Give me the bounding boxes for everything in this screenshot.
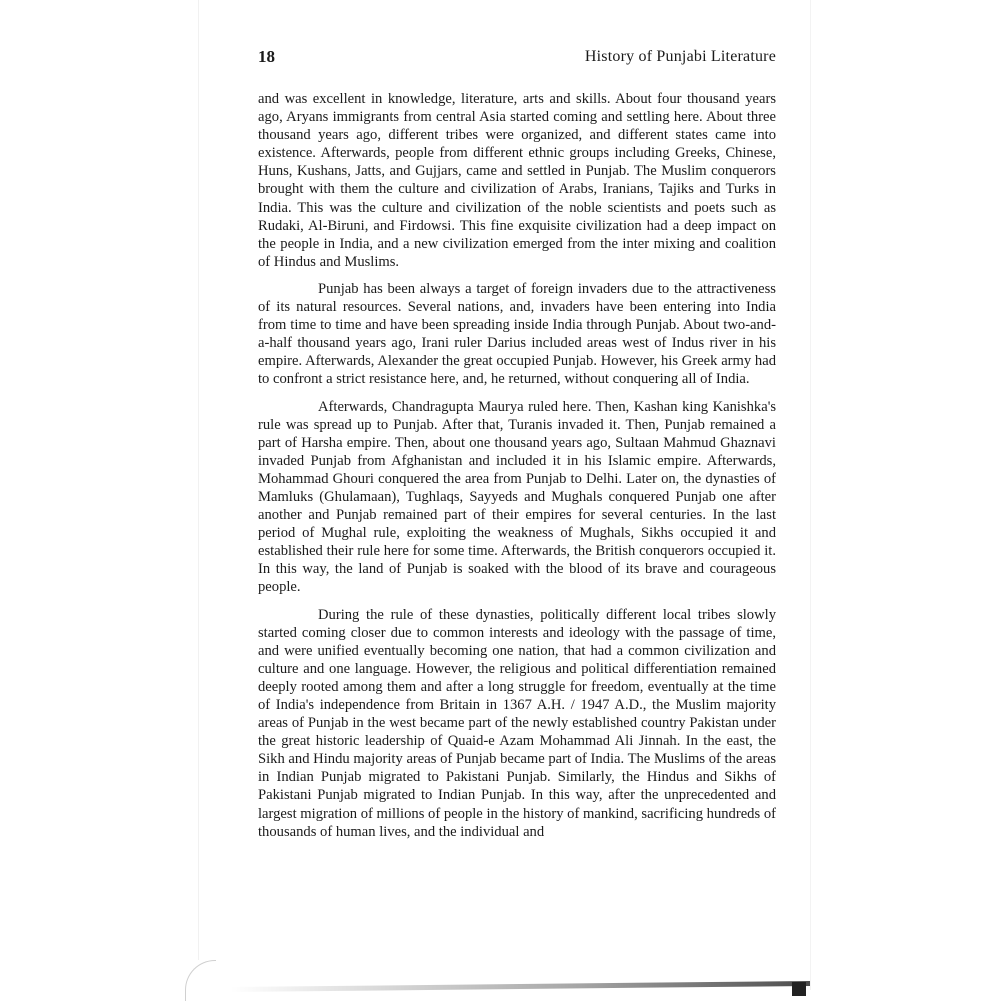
page-edge-right — [810, 0, 811, 990]
page-number: 18 — [258, 47, 275, 66]
paragraph-3: Afterwards, Chandragupta Maurya ruled here. Then, Kashan king Kanishka's rule was spread up to Punjab. After that, Turanis invaded it. Then, Punjab remained a part of Harsha empire. Then, about one thousand years ago, Sultaan Mahmud Ghaznavi invaded Punjab from Afghanistan and included it in his Islamic empire. Afterwards, Mohammad Ghouri conquered the area from Punjab to Delhi. Later on, the dynasties of Mamluks (Ghulamaan), Tughlaqs, Sayyeds and Mughals conquered Punjab one after another and Punjab remained part of their empires for several centuries. In the last period of Mughal rule, exploiting the weakness of Mughals, Sikhs occupied it and established their rule here for some time. Afterwards, the British conquerors occupied it. In this way, the land of Punjab is soaked with the blood of its brave and courageous people. — [258, 398, 776, 596]
running-head — [258, 44, 776, 72]
page-corner-curl — [185, 960, 216, 1001]
page-corner-dark — [792, 982, 806, 996]
paragraph-1: and was excellent in knowledge, literature, arts and skills. About four thousand years ago, Aryans immigrants from central Asia started coming and settling here. About three thousand years ago, different tribes were organized, and different states came into existence. Afterwards, people from different ethnic groups including Greeks, Chinese, Huns, Kushans, Jatts, and Gujjars, came and settled in Punjab. The Muslim conquerors brought with them the culture and civilization of Arabs, Iranians, Tajiks and Turks in India. This was the culture and civilization of the noble scientists and poets such as Rudaki, Al-Biruni, and Firdowsi. This fine exquisite civilization had a deep impact on the people in India, and a new civilization emerged from the inter mixing and coalition of Hindus and Muslims. — [258, 91, 776, 270]
paragraph-4: During the rule of these dynasties, politically different local tribes slowly started coming closer due to common interests and ideology with the passage of time, and were unified eventually becoming one nation, that had a common civilization and culture and one language. However, the religious and political differentiation remained deeply rooted among them and after a long struggle for freedom, eventually at the time of India's independence from Britain in 1367 A.H. / 1947 A.D., the Muslim majority areas of Punjab in the west became part of the newly established country Pakistan under the great historic leadership of Quaid-e Azam Mohammad Ali Jinnah. In the east, the Sikh and Hindu majority areas of Punjab became part of India. The Muslims of the areas in Indian Punjab migrated to Pakistani Punjab. Similarly, the Hindus and Sikhs of Pakistani Punjab migrated to Indian Punjab. In this way, after the unprecedented and largest migration of millions of people in the history of mankind, sacrificing hundreds of thousands of human lives, and the individual and — [258, 606, 776, 840]
page-edge-left — [198, 0, 199, 960]
body-text — [258, 90, 776, 850]
book-title: History of Punjabi Literature — [584, 48, 776, 65]
page-bottom-shadow — [230, 981, 810, 992]
paragraph-2: Punjab has been always a target of foreign invaders due to the attractiveness of its natural resources. Several nations, and, invaders have been entering into India from time to time and have been spreading inside India through Punjab. About two-and-a-half thousand years ago, Irani ruler Darius included areas west of Indus river in his empire. Afterwards, Alexander the great occupied Punjab. However, his Greek army had to confront a strict resistance here, and, he returned, without conquering all of India. — [258, 280, 776, 388]
